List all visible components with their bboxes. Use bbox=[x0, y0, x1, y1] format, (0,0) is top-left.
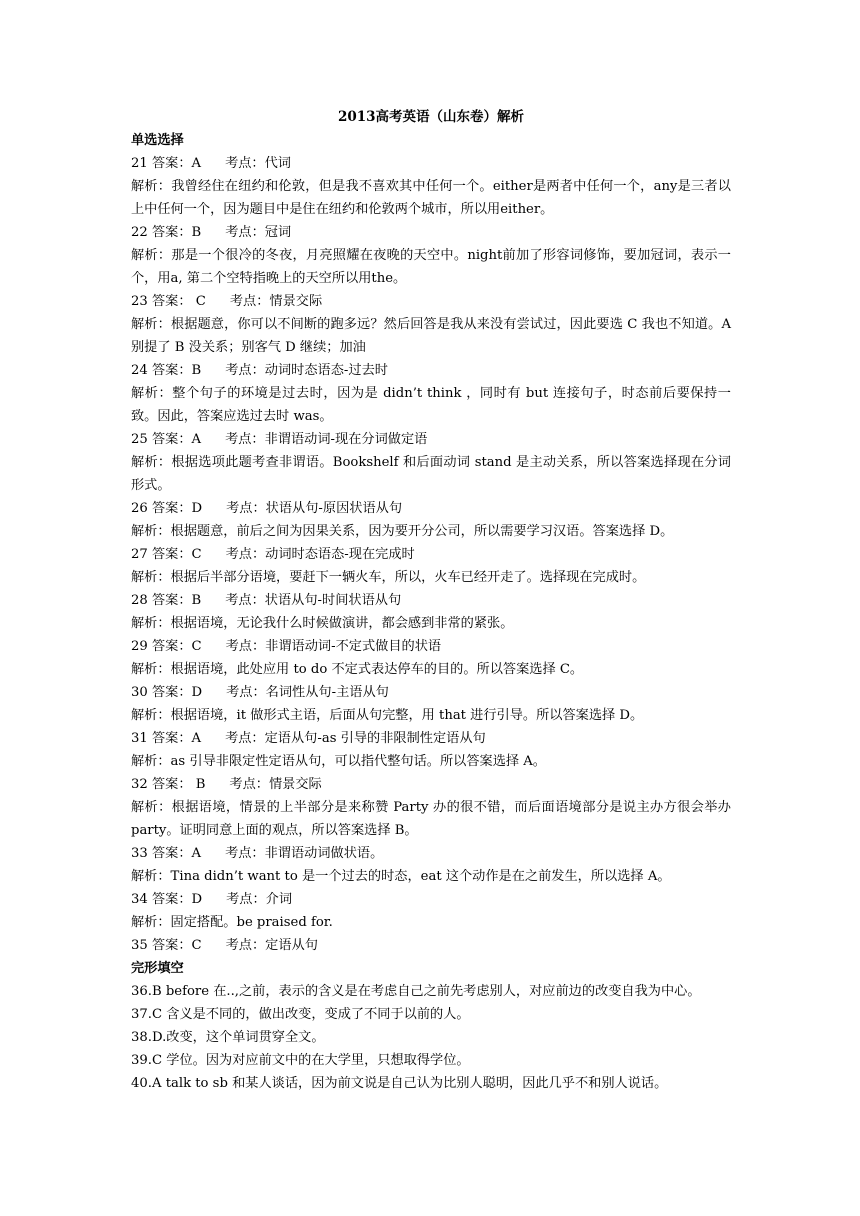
explanation-text: 解析：as 引导非限定性定语从句，可以指代整句话。所以答案选择 A。 bbox=[131, 754, 546, 769]
topic-label: 考点：非谓语动词做状语。 bbox=[225, 846, 384, 861]
answer-line bbox=[131, 773, 731, 796]
answer-line bbox=[131, 428, 731, 451]
topic-label: 考点：名词性从句-主语从句 bbox=[226, 685, 389, 700]
topic-label: 考点：代词 bbox=[225, 156, 291, 171]
answer-label: 35 答案：C bbox=[131, 938, 202, 953]
topic-label: 考点：情景交际 bbox=[229, 777, 322, 792]
cloze-answer-item: 37.C 含义是不同的，做出改变，变成了不同于以前的人。 bbox=[131, 1007, 470, 1022]
answer-line bbox=[131, 221, 731, 244]
answer-label: 28 答案：B bbox=[131, 593, 202, 608]
answer-line bbox=[131, 589, 731, 612]
answer-line bbox=[131, 888, 731, 911]
answer-line bbox=[131, 842, 731, 865]
topic-label: 考点：动词时态语态-过去时 bbox=[225, 363, 388, 378]
answer-line bbox=[131, 543, 731, 566]
answer-line bbox=[131, 497, 731, 520]
explanation-text: 解析：固定搭配。be praised for. bbox=[131, 915, 333, 930]
topic-label: 考点：定语从句-as 引导的非限制性定语从句 bbox=[225, 731, 486, 746]
topic-label: 考点：动词时态语态-现在完成时 bbox=[225, 547, 415, 562]
answer-label: 30 答案：D bbox=[131, 685, 203, 700]
answer-label: 21 答案：A bbox=[131, 156, 202, 171]
document-title: 2013高考英语（山东卷）解析 bbox=[337, 109, 525, 125]
topic-label: 考点：情景交际 bbox=[229, 294, 323, 309]
answer-label: 24 答案：B bbox=[131, 363, 202, 378]
answer-line bbox=[131, 934, 731, 957]
explanation-text: 解析：根据后半部分语境，要赶下一辆火车，所以，火车已经开走了。选择现在完成时。 bbox=[131, 570, 646, 585]
explanation-text: 解析：整个句子的环境是过去时，因为是 didn’t think ，同时有 but 连接句子，时态前后要保持一致。因此，答案应选过去时 was。 bbox=[131, 386, 731, 424]
section-heading-single-choice: 单选选择 bbox=[131, 133, 184, 148]
answer-label: 27 答案：C bbox=[131, 547, 202, 562]
explanation-text: 解析：我曾经住在纽约和伦敦，但是我不喜欢其中任何一个。either是两者中任何一个，any是三者以上中任何一个，因为题目中是住在纽约和伦敦两个城市，所以用either。 bbox=[131, 179, 731, 217]
answer-label: 29 答案：C bbox=[131, 639, 202, 654]
topic-label: 考点：冠词 bbox=[225, 225, 292, 240]
topic-label: 考点：非谓语动词-不定式做目的状语 bbox=[225, 639, 442, 654]
explanation-text: 解析：根据语境，it 做形式主语，后面从句完整，用 that 进行引导。所以答案选择 D。 bbox=[131, 708, 644, 723]
explanation-text: 解析：根据语境，无论我什么时候做演讲，都会感到非常的紧张。 bbox=[131, 616, 514, 631]
document-content bbox=[131, 106, 731, 1095]
answer-line bbox=[131, 290, 731, 313]
cloze-list bbox=[131, 980, 731, 1095]
section-heading-cloze: 完形填空 bbox=[131, 961, 184, 976]
answer-label: 32 答案： B bbox=[131, 777, 206, 792]
topic-label: 考点：定语从句 bbox=[225, 938, 318, 953]
topic-label: 考点：介词 bbox=[226, 892, 293, 907]
answer-line bbox=[131, 359, 731, 382]
explanation-text: 解析：那是一个很冷的冬夜，月亮照耀在夜晚的天空中。night前加了形容词修饰，要加冠词，表示一个，用a, 第二个空特指晚上的天空所以用the。 bbox=[131, 248, 731, 286]
topic-label: 考点：状语从句-时间状语从句 bbox=[225, 593, 402, 608]
answer-label: 33 答案：A bbox=[131, 846, 202, 861]
explanation-text: 解析：根据题意，你可以不间断的跑多远？然后回答是我从来没有尝试过，因此要选 C 我也不知道。A 别提了 B 没关系；别客气 D 继续；加油 bbox=[131, 317, 731, 355]
cloze-answer-item: 36.B before 在..,之前，表示的含义是在考虑自己之前先考虑别人，对应前边的改变自我为中心。 bbox=[131, 984, 701, 999]
explanation-text: 解析：根据语境，此处应用 to do 不定式表达停车的目的。所以答案选择 C。 bbox=[131, 662, 584, 677]
answer-label: 26 答案：D bbox=[131, 501, 203, 516]
topic-label: 考点：状语从句-原因状语从句 bbox=[226, 501, 403, 516]
answer-line bbox=[131, 152, 731, 175]
answer-label: 25 答案：A bbox=[131, 432, 202, 447]
topic-label: 考点：非谓语动词-现在分词做定语 bbox=[225, 432, 428, 447]
cloze-answer-item: 39.C 学位。因为对应前文中的在大学里，只想取得学位。 bbox=[131, 1053, 470, 1068]
explanation-text: 解析：根据语境，情景的上半部分是来称赞 Party 办的很不错，而后面语境部分是说主办方很会举办 party。证明同意上面的观点，所以答案选择 B。 bbox=[131, 800, 731, 838]
cloze-answer-item: 40.A talk to sb 和某人谈话，因为前文说是自己认为比别人聪明，因此几乎不和别人说话。 bbox=[131, 1076, 668, 1091]
explanation-text: 解析：根据题意，前后之间为因果关系，因为要开分公司，所以需要学习汉语。答案选择 D。 bbox=[131, 524, 674, 539]
answer-line bbox=[131, 635, 731, 658]
answer-label: 22 答案：B bbox=[131, 225, 202, 240]
explanation-text: 解析：Tina didn’t want to 是一个过去的时态，eat 这个动作是在之前发生，所以选择 A。 bbox=[131, 869, 671, 884]
answer-line bbox=[131, 681, 731, 704]
explanation-text: 解析：根据选项此题考查非谓语。Bookshelf 和后面动词 stand 是主动关系，所以答案选择现在分词形式。 bbox=[131, 455, 731, 493]
answer-label: 23 答案： C bbox=[131, 294, 206, 309]
answer-list bbox=[131, 152, 731, 957]
cloze-answer-item: 38.D.改变，这个单词贯穿全文。 bbox=[131, 1030, 325, 1045]
answer-label: 34 答案：D bbox=[131, 892, 203, 907]
answer-line bbox=[131, 727, 731, 750]
answer-label: 31 答案：A bbox=[131, 731, 202, 746]
